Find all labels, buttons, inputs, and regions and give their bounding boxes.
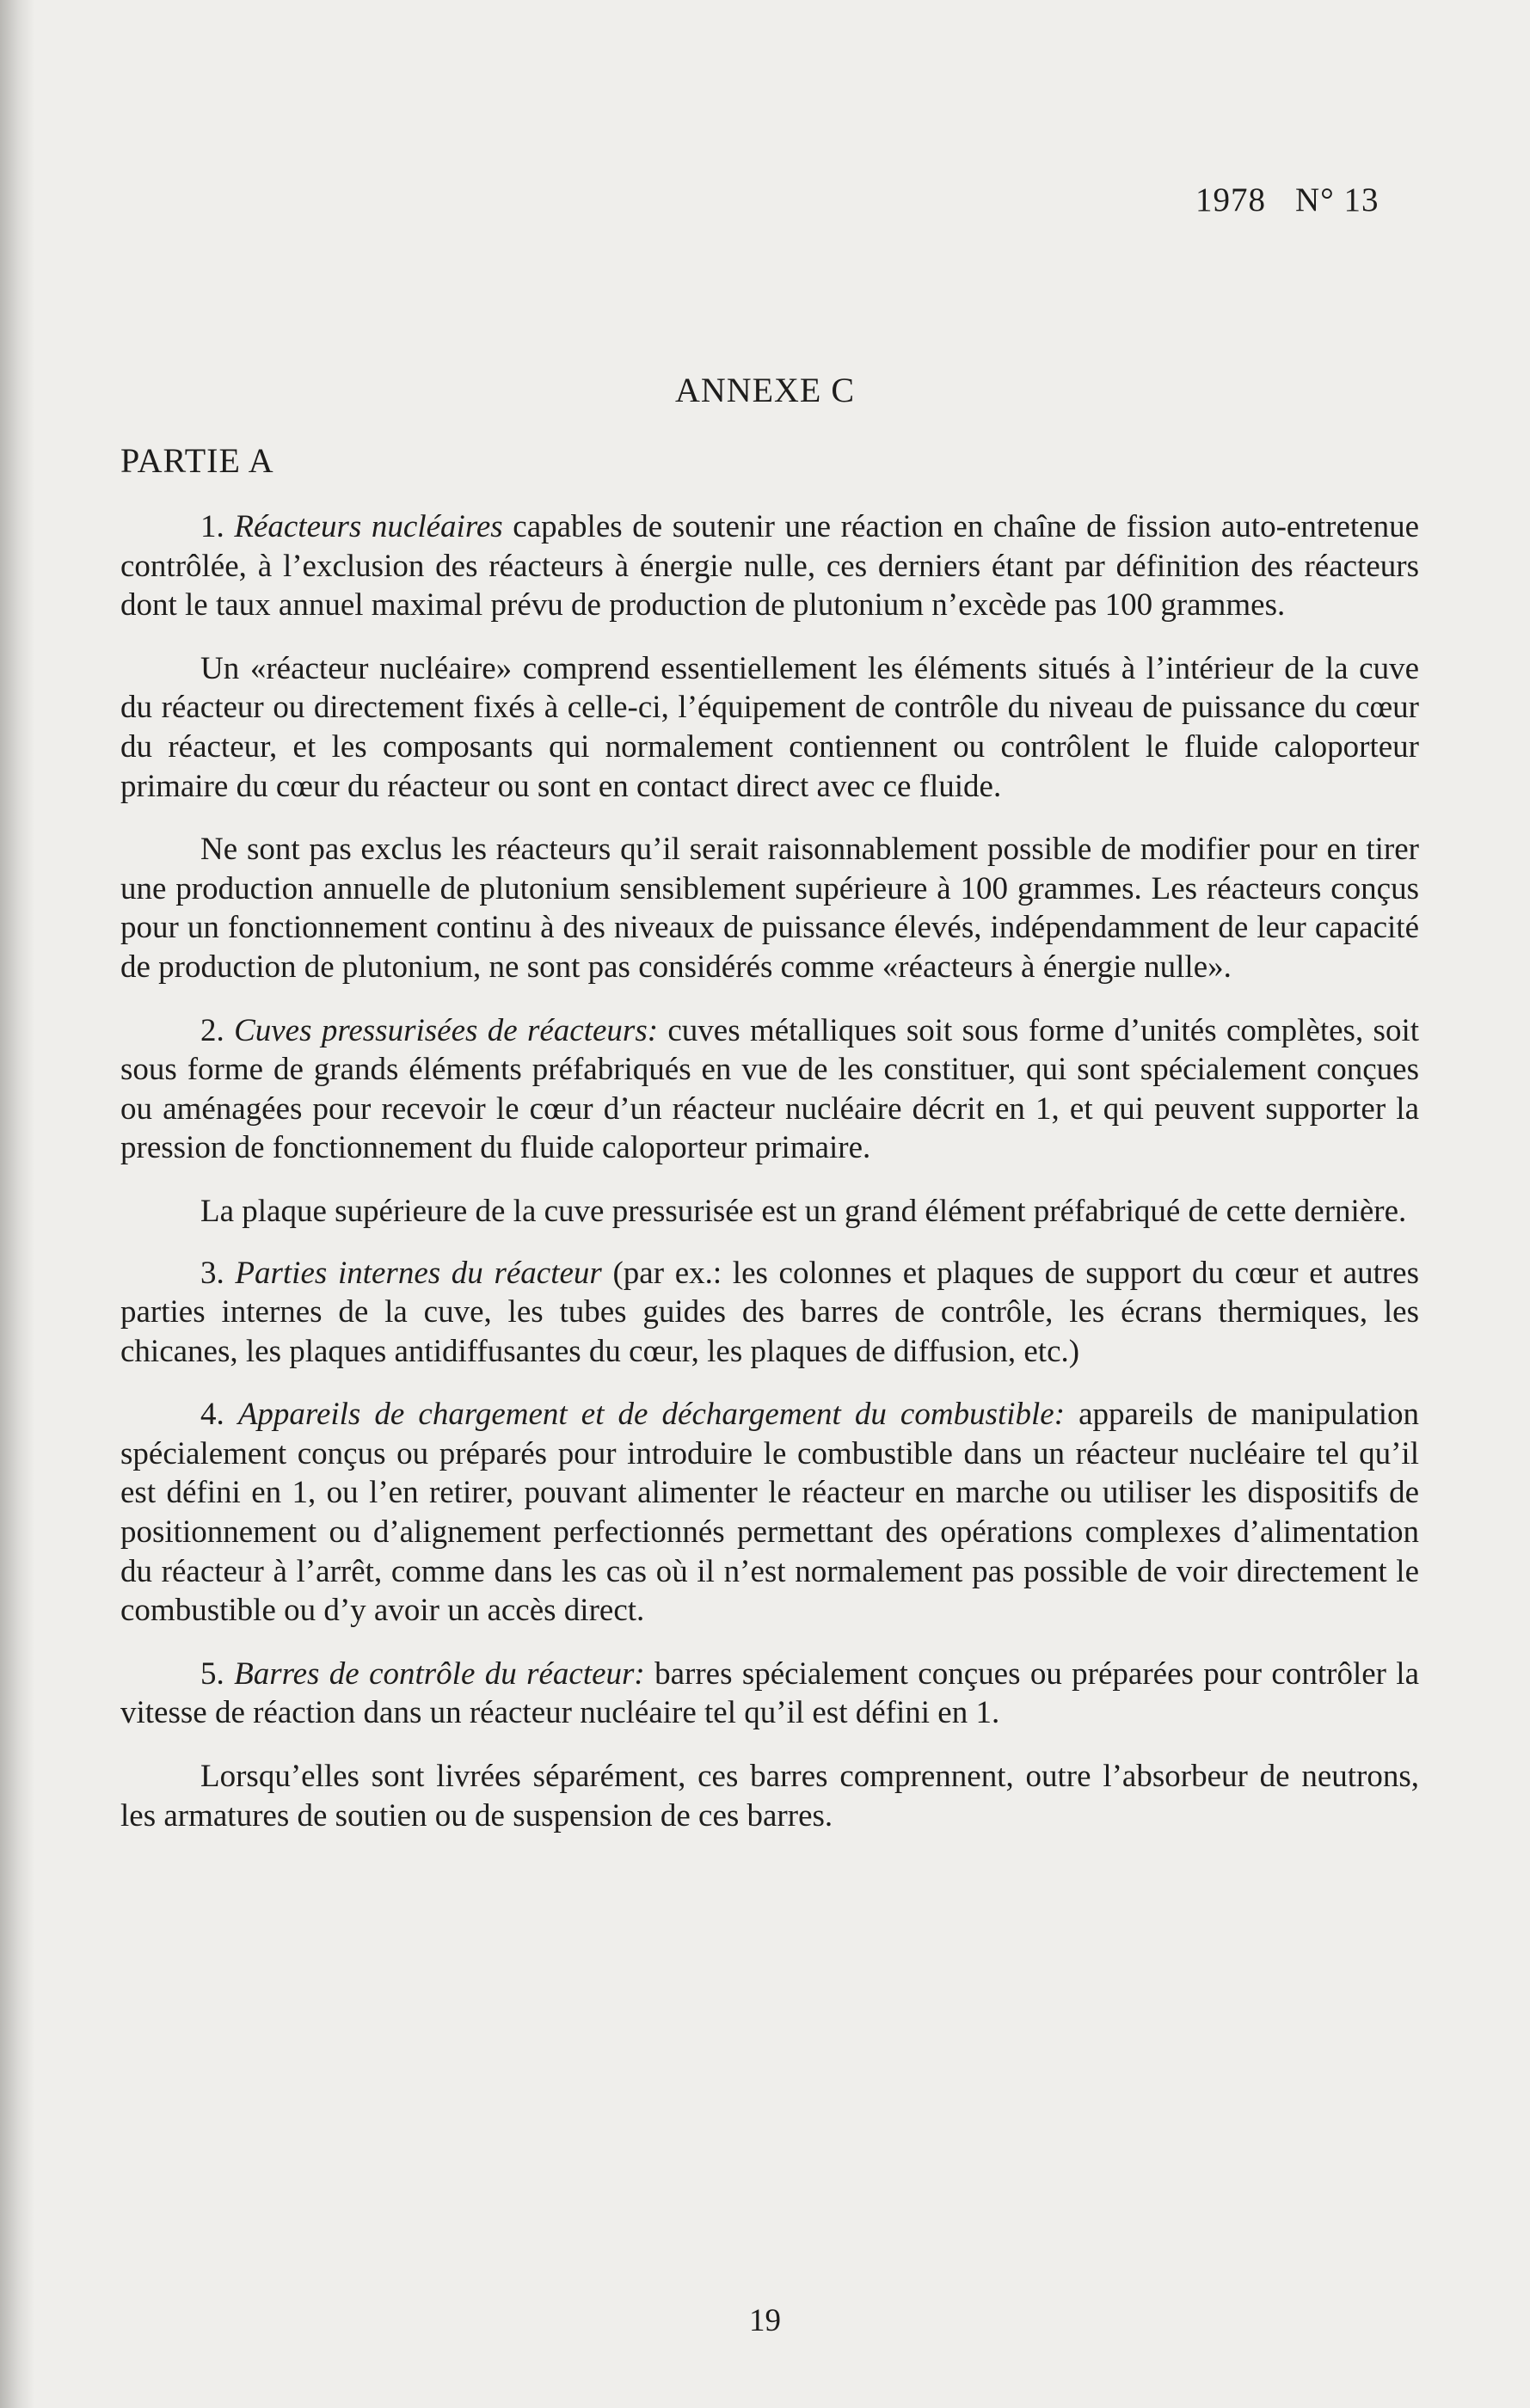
annex-title: ANNEXE C — [674, 371, 856, 409]
paragraph-number: 4. — [200, 1397, 224, 1433]
paragraph-2 — [120, 1011, 1419, 1168]
paragraph-text: (par ex.: les colonnes et plaques de support du cœur et autres parties internes de la cuve, les tubes guides des barres de contrôle, les écrans thermiques, les chicanes, les plaques antidiffusantes du cœur, les plaques de diffusion, etc.) — [120, 1255, 1419, 1369]
document-number: N° 13 — [1295, 181, 1379, 218]
paragraph-text: Un «réacteur nucléaire» comprend essentiellement les éléments situés à l’intérieur de la cuve du réacteur ou directement fixés à celle-ci, l’équipement de contrôle du niveau de puissance du cœur du réacteur, et les composants qui normalement contiennent ou contrôlent le fluide caloporteur primaire du cœur du réacteur ou sont en contact direct avec ce fluide. — [120, 650, 1419, 804]
paragraph-number: 1. — [200, 509, 224, 544]
document-year: 1978 — [1195, 181, 1266, 218]
paragraph-4 — [120, 1395, 1419, 1631]
paragraph-2-note — [120, 1192, 1419, 1232]
paragraph-5 — [120, 1655, 1419, 1733]
paragraph-1-definition — [120, 649, 1419, 806]
paragraph-number: 2. — [200, 1012, 224, 1048]
paragraph-text: capables de soutenir une réaction en chaîne de fission auto-entretenue contrôlée, à l’exclusion des réacteurs à énergie nulle, ces derniers étant par définition des réacteurs dont le taux annuel maximal prévu de production de plutonium n’excède pas 100 grammes. — [120, 509, 1419, 624]
paragraph-3 — [120, 1254, 1419, 1372]
document-reference — [1195, 181, 1379, 219]
paragraph-1 — [120, 507, 1419, 625]
paragraph-1-exclusions — [120, 830, 1419, 986]
paragraph-5-note — [120, 1757, 1419, 1835]
paragraph-term: Cuves pressurisées de réacteurs: — [234, 1012, 659, 1048]
paragraph-text: La plaque supérieure de la cuve pressurisée est un grand élément préfabriqué de cette dernière. — [200, 1193, 1407, 1229]
paragraph-text: Ne sont pas exclus les réacteurs qu’il serait raisonnablement possible de modifier pour en tirer une production annuelle de plutonium sensiblement supérieure à 100 grammes. Les réacteurs conçus pour un fonctionnement continu à des niveaux de puissance élevés, indépendamment de leur capacité de production de plutonium, ne sont pas considérés comme «réacteurs à énergie nulle». — [120, 832, 1419, 985]
paragraph-term: Réacteurs nucléaires — [234, 509, 503, 544]
paragraph-term: Parties internes du réacteur — [235, 1255, 602, 1291]
paragraph-number: 3. — [200, 1255, 224, 1291]
paragraph-text: barres spécialement conçues ou préparées pour contrôler la vitesse de réaction dans un réacteur nucléaire tel qu’il est défini en 1. — [120, 1656, 1420, 1731]
paragraph-number: 5. — [200, 1656, 224, 1692]
paragraph-term: Barres de contrôle du réacteur: — [234, 1656, 645, 1692]
paragraph-text: Lorsqu’elles sont livrées séparément, ces barres comprennent, outre l’absorbeur de neutrons, les armatures de soutien ou de suspension de ces barres. — [120, 1759, 1419, 1834]
body-text — [120, 507, 1419, 1859]
part-title: PARTIE A — [120, 441, 274, 480]
paragraph-text: cuves métalliques soit sous forme d’unités complètes, soit sous forme de grands éléments préfabriqués en vue de les constituer, qui sont spécialement conçues ou aménagées pour recevoir le cœur d’un réacteur nucléaire décrit en 1, et qui peuvent supporter la pression de fonctionnement du fluide caloporteur primaire. — [120, 1012, 1419, 1166]
page-number: 19 — [749, 2303, 781, 2338]
paragraph-text: appareils de manipulation spécialement conçus ou préparés pour introduire le combustible dans un réacteur nucléaire tel qu’il est défini en 1, ou l’en retirer, pouvant alimenter le réacteur en marche ou utiliser les dispositifs de positionnement ou d’alignement perfectionnés permettant des opérations complexes d’alimentation du réacteur à l’arrêt, comme dans les cas où il n’est normalement pas possible de voir directement le combustible ou d’y avoir un accès direct. — [120, 1397, 1420, 1629]
paragraph-term: Appareils de chargement et de déchargement du combustible: — [237, 1397, 1066, 1433]
page-binding-shadow — [0, 0, 34, 2408]
